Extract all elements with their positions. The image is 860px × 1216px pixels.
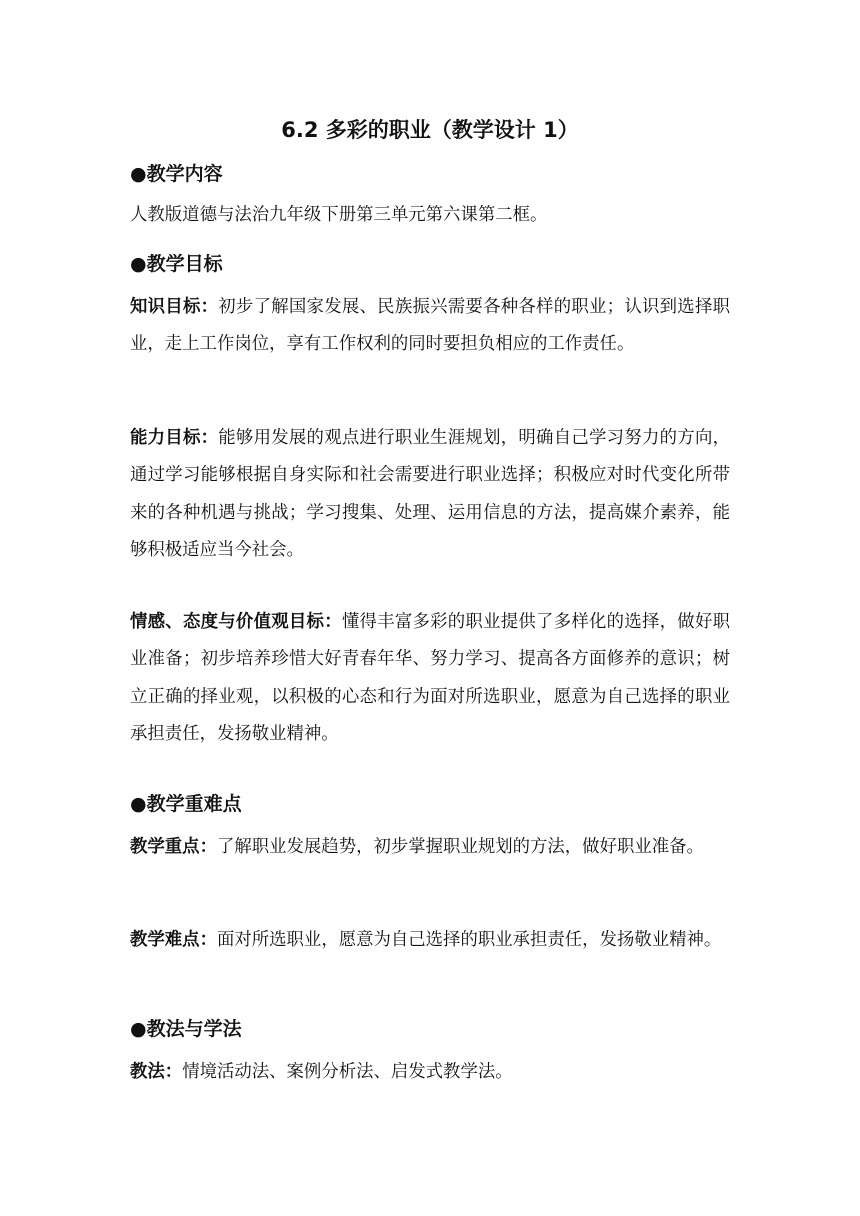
paragraph-text: 面对所选职业，愿意为自己选择的职业承担责任，发扬敬业精神。 (216, 930, 722, 950)
paragraph-label: 知识目标： (130, 297, 219, 317)
section-heading-objectives: ●教学目标 (130, 253, 223, 275)
document-title: 6.2 多彩的职业（教学设计 1） (281, 118, 579, 142)
section-heading-key-points: ●教学重难点 (130, 793, 242, 815)
paragraph-knowledge-objective (130, 289, 730, 364)
paragraph-ability-objective (130, 420, 730, 569)
paragraph-key-point (130, 829, 730, 866)
paragraph-textbook (130, 197, 730, 234)
paragraph-label: 教学重点： (130, 837, 217, 857)
paragraph-text: 懂得丰富多彩的职业提供了多样化的选择，做好职业准备；初步培养珍惜大好青春年华、努力学习、提高各方面修养的意识；树立正确的择业观，以积极的心态和行为面对所选职业，愿意为自己选择的职业承担责任，发扬敬业精神。 (130, 612, 730, 744)
paragraph-label: 教学难点： (130, 930, 217, 950)
section-heading-methods: ●教法与学法 (130, 1018, 242, 1040)
paragraph-text: 了解职业发展趋势，初步掌握职业规划的方法，做好职业准备。 (216, 837, 704, 857)
paragraph-text: 初步了解国家发展、民族振兴需要各种各样的职业；认识到选择职业，走上工作岗位，享有工作权利的同时要担负相应的工作责任。 (130, 297, 730, 355)
paragraph-label: 情感、态度与价值观目标： (130, 612, 342, 632)
paragraph-attitude-objective (130, 604, 730, 753)
section-heading-content: ●教学内容 (130, 163, 223, 185)
paragraph-label: 能力目标： (130, 428, 219, 448)
paragraph-text: 人教版道德与法治九年级下册第三单元第六课第二框。 (130, 205, 548, 225)
paragraph-label: 教法： (130, 1062, 183, 1082)
paragraph-text: 情境活动法、案例分析法、启发式教学法。 (182, 1062, 513, 1082)
paragraph-difficult-point (130, 922, 730, 959)
paragraph-text: 能够用发展的观点进行职业生涯规划，明确自己学习努力的方向，通过学习能够根据自身实际和社会需要进行职业选择；积极应对时代变化所带来的各种机遇与挑战；学习搜集、处理、运用信息的方法，提高媒介素养，能够积极适应当今社会。 (130, 428, 730, 560)
paragraph-teaching-method (130, 1054, 730, 1091)
